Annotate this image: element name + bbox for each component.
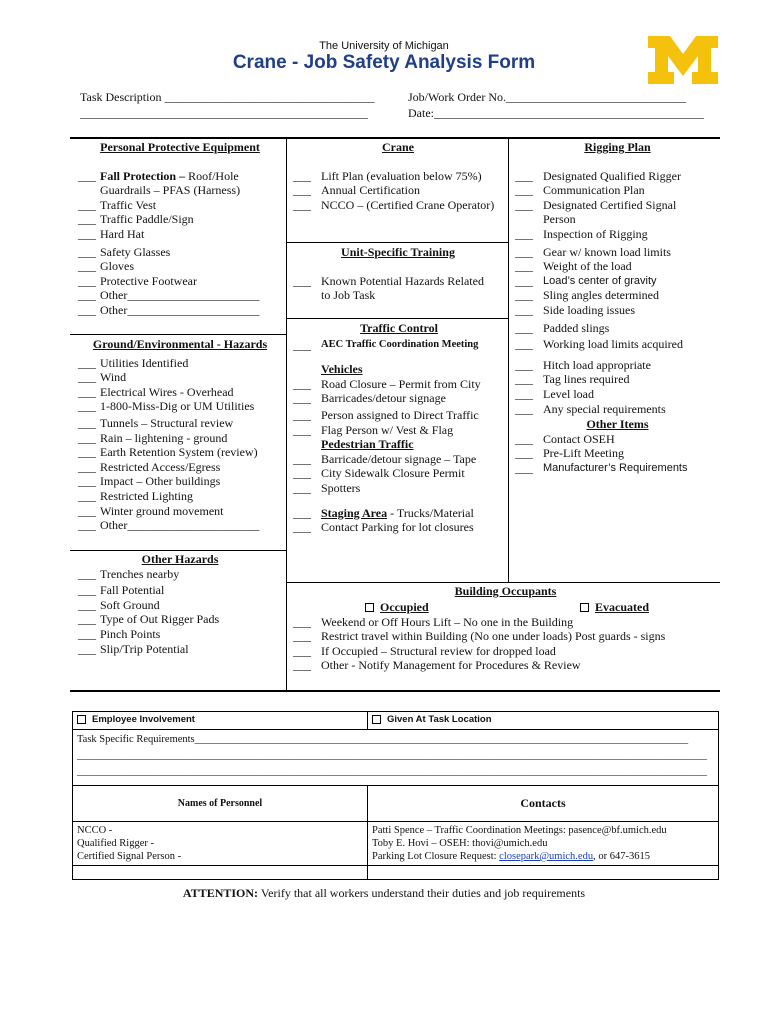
grid-top-rule xyxy=(70,137,720,139)
item-label: Known Potential Hazards Related xyxy=(321,273,484,288)
item-label: Annual Certification xyxy=(321,183,420,198)
checklist-item[interactable] xyxy=(515,402,720,417)
occupied-option[interactable] xyxy=(365,600,429,615)
item-label: Person assigned to Direct Traffic xyxy=(321,407,479,422)
empty-cell xyxy=(368,866,719,880)
item-label: Spotters xyxy=(321,480,361,495)
staging-area-label: Staging Area xyxy=(321,505,388,520)
checklist-item[interactable] xyxy=(78,598,282,613)
checklist-item[interactable] xyxy=(515,274,720,289)
checklist-item[interactable] xyxy=(78,416,282,431)
task-specific-line-1: Task Specific Requirements______________________________________________________________________________________________ xyxy=(77,734,689,745)
item-label: Load’s center of gravity xyxy=(543,274,657,287)
crane-title: Crane xyxy=(382,140,414,154)
item-label: Contact OSEH xyxy=(543,431,615,446)
checklist-item[interactable] xyxy=(515,227,720,242)
attention-label: ATTENTION: xyxy=(182,886,259,900)
item-label: Designated Qualified Rigger xyxy=(543,168,681,183)
checklist-item[interactable] xyxy=(293,520,505,535)
item-label: Level load xyxy=(543,386,594,401)
item-label: NCCO – (Certified Crane Operator) xyxy=(321,197,495,212)
item-label: Sling angles determined xyxy=(543,288,659,303)
item-label: Traffic Paddle/Sign xyxy=(100,212,194,227)
employee-involvement-label: Employee Involvement xyxy=(92,714,195,725)
checklist-item[interactable] xyxy=(515,461,720,476)
ppe-bottom-rule xyxy=(70,334,286,335)
task-specific-requirements[interactable] xyxy=(73,730,719,786)
fall-protection-rest: Roof/Hole xyxy=(185,168,239,183)
item-label: Padded slings xyxy=(543,320,610,335)
item-label: Working load limits acquired xyxy=(543,337,684,352)
checklist-item[interactable] xyxy=(78,627,282,642)
checklist-item[interactable] xyxy=(515,303,720,318)
contact-oseh: Toby E. Hovi – OSEH: thovi@umich.edu xyxy=(372,838,548,849)
checklist-item[interactable] xyxy=(78,212,282,227)
item-label: Other______________________ xyxy=(100,518,260,533)
ppe-title: Personal Protective Equipment xyxy=(100,140,260,154)
checklist-item[interactable] xyxy=(293,183,503,198)
checklist-item[interactable] xyxy=(293,198,503,213)
checklist-item[interactable] xyxy=(515,337,720,352)
checkbox-icon xyxy=(580,603,589,612)
checklist-item[interactable] xyxy=(515,288,720,303)
checklist-item[interactable] xyxy=(78,385,282,400)
traffic-title: Traffic Control xyxy=(360,321,438,335)
item-label: Road Closure – Permit from City xyxy=(321,376,481,391)
checklist-item[interactable] xyxy=(515,432,720,447)
item-label: City Sidewalk Closure Permit xyxy=(321,466,465,481)
checklist-item[interactable] xyxy=(78,356,282,371)
other-hazards-title: Other Hazards xyxy=(141,552,219,566)
grid-divider-2 xyxy=(508,137,509,583)
block-m-logo xyxy=(648,36,718,84)
item-label: Hard Hat xyxy=(100,226,145,241)
occupied-label: Occupied xyxy=(380,599,429,614)
names-of-personnel-header: Names of Personnel xyxy=(73,786,368,822)
evacuated-option[interactable] xyxy=(580,600,649,615)
ground-hazards-section xyxy=(78,337,282,533)
item-label: Other______________________ xyxy=(100,302,260,317)
attention-text: Verify that all workers understand their duties and job requirements xyxy=(258,886,586,900)
ncco-label: NCCO - xyxy=(77,825,113,836)
item-label: Soft Ground xyxy=(100,597,160,612)
checklist-item[interactable] xyxy=(293,169,503,184)
empty-cell[interactable] xyxy=(73,866,368,880)
checklist-item[interactable] xyxy=(78,274,282,289)
item-label: Restrict travel within Building (No one under loads) Post guards - signs xyxy=(321,629,666,644)
contact-parking-suffix: , or 647-3615 xyxy=(593,851,650,862)
occupants-title: Building Occupants xyxy=(454,584,557,598)
employee-involvement-cell[interactable] xyxy=(73,712,368,730)
checklist-item[interactable] xyxy=(515,358,720,373)
contact-traffic: Patti Spence – Traffic Coordination Meetings: pasence@bf.umich.edu xyxy=(372,825,667,836)
item-label: Communication Plan xyxy=(543,183,645,198)
checklist-item[interactable] xyxy=(78,288,282,303)
item-label: Traffic Vest xyxy=(100,197,157,212)
checklist-item[interactable] xyxy=(78,445,282,460)
item-label: Other______________________ xyxy=(100,288,260,303)
other-hazards-section xyxy=(78,552,282,656)
item-label: Pre-Lift Meeting xyxy=(543,446,624,461)
grid-divider-1 xyxy=(286,137,287,691)
checklist-item[interactable] xyxy=(515,372,720,387)
checklist-item[interactable] xyxy=(78,583,282,598)
fall-protection-cont: Guardrails – PFAS (Harness) xyxy=(100,183,241,198)
checklist-item[interactable] xyxy=(515,446,720,461)
attention-note xyxy=(0,886,768,901)
checklist-item[interactable] xyxy=(78,399,282,414)
fall-protection-label: Fall Protection – xyxy=(100,168,186,183)
item-label: Other - Notify Management for Procedures & Review xyxy=(321,658,581,673)
item-label: Side loading issues xyxy=(543,302,635,317)
given-at-location-cell[interactable] xyxy=(368,712,719,730)
date-field[interactable]: Date:_____________________________________________ xyxy=(408,106,704,120)
item-label: Impact – Other buildings xyxy=(100,474,221,489)
rigging-title: Rigging Plan xyxy=(584,140,651,154)
personnel-names-cell[interactable] xyxy=(73,822,368,866)
item-label: Type of Out Rigger Pads xyxy=(100,612,220,627)
training-title: Unit-Specific Training xyxy=(341,245,455,259)
checklist-item[interactable] xyxy=(78,504,282,519)
item-label: Any special requirements xyxy=(543,401,666,416)
checklist-item[interactable] xyxy=(78,370,282,385)
checklist-item[interactable] xyxy=(293,629,718,644)
work-order-field[interactable]: Job/Work Order No.______________________________ xyxy=(408,90,687,104)
checklist-item[interactable] xyxy=(78,612,282,627)
signal-person-label: Certified Signal Person - xyxy=(77,851,182,862)
item-label: If Occupied – Structural review for dropped load xyxy=(321,643,556,658)
item-label: Gear w/ known load limits xyxy=(543,244,671,259)
contacts-header: Contacts xyxy=(368,786,719,822)
checklist-item[interactable] xyxy=(515,198,720,213)
checklist-item[interactable] xyxy=(78,431,282,446)
item-label: Rain – lightening - ground xyxy=(100,430,228,445)
form-title: Crane - Job Safety Analysis Form xyxy=(232,52,536,73)
other-items-section xyxy=(515,417,720,475)
contacts-cell xyxy=(368,822,719,866)
item-label: AEC Traffic Coordination Meeting xyxy=(321,338,479,350)
contact-parking-prefix: Parking Lot Closure Request: xyxy=(372,851,500,862)
task-description-field[interactable]: Task Description ___________________________________ xyxy=(80,90,375,104)
given-at-location-label: Given At Task Location xyxy=(387,714,492,725)
item-label: Winter ground movement xyxy=(100,503,224,518)
item-label: Weekend or Off Hours Lift – No one in the Building xyxy=(321,614,574,629)
checklist-item[interactable] xyxy=(293,481,505,496)
grid-bottom-rule xyxy=(70,690,720,692)
rigging-section xyxy=(515,140,720,416)
staging-area-rest: - Trucks/Material xyxy=(387,505,474,520)
checklist-item[interactable] xyxy=(78,460,282,475)
checklist-item[interactable] xyxy=(515,259,720,274)
checklist-item[interactable] xyxy=(515,183,720,198)
checklist-item[interactable] xyxy=(515,321,720,336)
checklist-item[interactable] xyxy=(515,387,720,402)
item-label: Tag lines required xyxy=(543,372,630,387)
item-label: Barricades/detour signage xyxy=(321,391,446,406)
qualified-rigger-label: Qualified Rigger - xyxy=(77,838,154,849)
contact-parking xyxy=(372,850,714,863)
checklist-item[interactable] xyxy=(78,169,282,184)
checklist-item[interactable] xyxy=(78,198,282,213)
checklist-item[interactable] xyxy=(293,408,505,423)
task-description-line-2[interactable]: ________________________________________________ xyxy=(80,106,368,120)
item-label: Protective Footwear xyxy=(100,273,197,288)
checklist-item[interactable] xyxy=(293,644,718,659)
item-label: Lift Plan (evaluation below 75%) xyxy=(321,168,482,183)
checkbox-icon xyxy=(77,715,86,724)
pedestrian-heading: Pedestrian Traffic xyxy=(321,437,414,452)
checklist-item[interactable] xyxy=(293,274,503,289)
item-label: Weight of the load xyxy=(543,259,632,274)
item-label: 1-800-Miss-Dig or UM Utilities xyxy=(100,399,255,414)
parking-email-link[interactable]: closepark@umich.edu xyxy=(499,851,594,862)
item-label: Electrical Wires - Overhead xyxy=(100,384,234,399)
checklist-item[interactable] xyxy=(293,466,505,481)
checklist-item[interactable] xyxy=(78,303,282,318)
item-label: Inspection of Rigging xyxy=(543,226,648,241)
checklist-item[interactable] xyxy=(293,615,718,630)
checklist-item[interactable] xyxy=(78,567,282,582)
ground-bottom-rule xyxy=(70,550,286,551)
item-label: Flag Person w/ Vest & Flag xyxy=(321,422,454,437)
ground-hazards-title: Ground/Environmental - Hazards xyxy=(92,337,268,351)
checklist-item[interactable] xyxy=(78,489,282,504)
crane-bottom-rule xyxy=(286,242,508,243)
task-specific-line-2: ________________________________________________________________________________________________________________________ xyxy=(77,750,707,761)
checklist-item[interactable] xyxy=(78,642,282,657)
checklist-item[interactable] xyxy=(78,474,282,489)
checklist-item[interactable] xyxy=(293,658,718,673)
university-name: The University of Michigan xyxy=(319,40,449,52)
training-section xyxy=(293,245,503,303)
checklist-item[interactable] xyxy=(78,227,282,242)
item-label: Manufacturer’s Requirements xyxy=(543,461,688,474)
checklist-item[interactable] xyxy=(293,506,505,521)
item-label: Gloves xyxy=(100,259,134,274)
item-label: Slip/Trip Potential xyxy=(100,641,189,656)
checklist-item[interactable] xyxy=(293,423,505,438)
item-label: Restricted Lighting xyxy=(100,488,193,503)
item-label: Safety Glasses xyxy=(100,244,171,259)
item-label: Hitch load appropriate xyxy=(543,357,651,372)
occupants-section xyxy=(293,584,718,673)
occupants-top-rule xyxy=(286,582,720,583)
item-label: Trenches nearby xyxy=(100,566,180,581)
item-label: Restricted Access/Egress xyxy=(100,459,221,474)
evacuated-label: Evacuated xyxy=(595,599,649,614)
ppe-section xyxy=(78,140,282,318)
other-items-title: Other Items xyxy=(586,417,649,431)
vehicles-heading: Vehicles xyxy=(321,362,363,377)
checklist-item[interactable] xyxy=(293,338,505,353)
traffic-section xyxy=(293,321,505,535)
personnel-table xyxy=(72,711,719,880)
checklist-item[interactable] xyxy=(293,377,505,392)
crane-section xyxy=(293,140,503,212)
task-specific-line-3: ________________________________________________________________________________________________________________________ xyxy=(77,766,707,777)
training-bottom-rule xyxy=(286,318,508,319)
item-label: Earth Retention System (review) xyxy=(100,445,258,460)
checklist-item[interactable] xyxy=(78,245,282,260)
item-label: Tunnels – Structural review xyxy=(100,415,234,430)
checklist-item[interactable] xyxy=(78,518,282,533)
item-label: Wind xyxy=(100,370,127,385)
item-label: Pinch Points xyxy=(100,626,161,641)
item-label: Fall Potential xyxy=(100,583,165,598)
checkbox-icon xyxy=(372,715,381,724)
checklist-item[interactable] xyxy=(293,391,505,406)
item-label: Barricade/detour signage – Tape xyxy=(321,451,477,466)
item-label-cont: to Job Task xyxy=(321,288,376,303)
checklist-item[interactable] xyxy=(515,245,720,260)
item-label: Utilities Identified xyxy=(100,355,189,370)
checklist-item[interactable] xyxy=(293,452,505,467)
item-label: Contact Parking for lot closures xyxy=(321,520,474,535)
item-label: Designated Certified Signal xyxy=(543,197,677,212)
checklist-item[interactable] xyxy=(515,169,720,184)
item-label-cont: Person xyxy=(543,212,576,227)
checklist-item[interactable] xyxy=(78,259,282,274)
checkbox-icon xyxy=(365,603,374,612)
